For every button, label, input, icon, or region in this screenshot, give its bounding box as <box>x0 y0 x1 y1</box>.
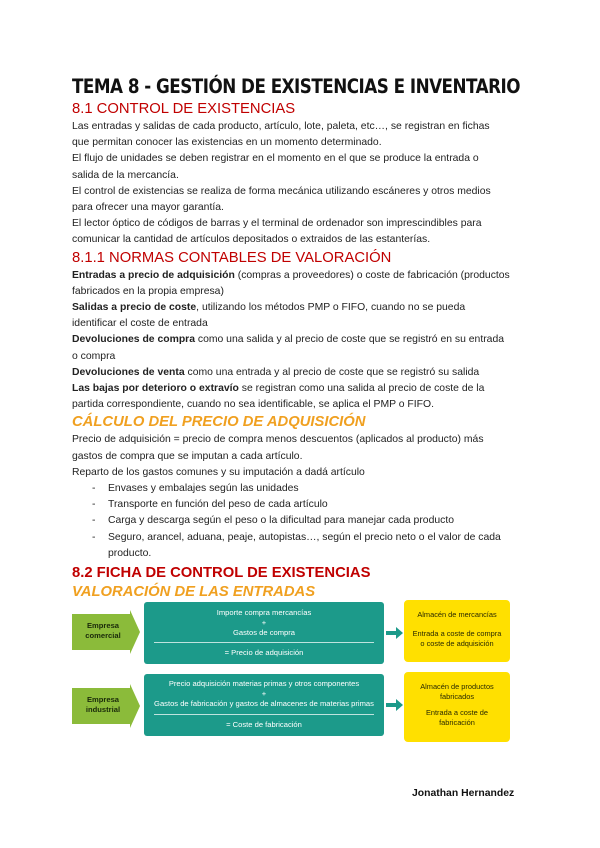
rule-devoluciones-compra <box>72 332 532 348</box>
rule-desc: como una entrada y al precio de coste que se registró su salida <box>184 366 480 378</box>
rule-line: o compra <box>72 350 116 362</box>
yellow-label: Entrada a coste de <box>425 708 489 717</box>
list-item: - Carga y descarga según el peso o la dificultad para manejar cada producto <box>92 513 532 529</box>
almacen-productos-box <box>404 672 510 742</box>
formula-box-comercial <box>144 602 384 664</box>
list-item-text-cont: producto. <box>108 547 152 559</box>
formula-term: Precio adquisición materias primas y otros componentes <box>168 679 360 688</box>
rule-desc: como una salida y al precio de coste que se registró en su entrada <box>195 334 505 346</box>
formula-plus: + <box>261 618 267 627</box>
formula-result: = Coste de fabricación <box>226 720 302 729</box>
rule-devoluciones-venta <box>72 365 532 381</box>
paragraph-line: El lector óptico de códigos de barras y el terminal de ordenador son imprescindibles para <box>72 218 482 230</box>
rule-line: identificar el coste de entrada <box>72 318 208 330</box>
rule-term: Entradas a precio de adquisición <box>72 269 235 281</box>
formula-plus: + <box>261 689 267 698</box>
rule-entradas <box>72 268 532 284</box>
yellow-label: Entrada a coste de compra <box>412 629 502 638</box>
formula-term: Importe compra mercancías <box>216 608 312 617</box>
rule-line: partida correspondiente, cuando no sea identificable, se aplica el PMP o FIFO. <box>72 399 434 411</box>
almacen-mercancias-box <box>404 600 510 662</box>
arrow-label: industrial <box>85 705 121 714</box>
list-item: - Envases y embalajes según las unidades <box>92 481 532 497</box>
rule-term: Salidas a precio de coste <box>72 302 197 314</box>
formula-result: = Precio de adquisición <box>224 648 304 657</box>
rule-term: Devoluciones de compra <box>72 334 195 346</box>
arrow-label: Empresa <box>86 695 120 704</box>
yellow-label: fabricados <box>439 692 475 701</box>
formula-term: Gastos de fabricación y gastos de almacenes de materias primas <box>154 699 374 708</box>
formula-term: Gastos de compra <box>232 628 296 637</box>
paragraph-line: gastos de compra que se imputan a cada artículo. <box>72 450 303 462</box>
section-8-1-1-heading: 8.1.1 NORMAS CONTABLES DE VALORACIÓN <box>72 249 392 266</box>
arrow-label: Empresa <box>86 621 120 630</box>
section-8-1-heading: 8.1 CONTROL DE EXISTENCIAS <box>72 101 296 117</box>
list-item-text: Seguro, arancel, aduana, peaje, autopistas…, según el precio neto o el valor de cada <box>108 531 501 543</box>
valuation-subheading: VALORACIÓN DE LAS ENTRADAS <box>72 584 316 601</box>
arrow-right-icon <box>386 626 404 640</box>
rule-desc: se registran como una salida al precio de coste de la <box>238 383 485 395</box>
paragraph-line: salida de la mercancía. <box>72 169 179 181</box>
arrow-right-icon <box>386 698 404 712</box>
valuation-diagram <box>72 598 512 750</box>
section-8-2-heading: 8.2 FICHA DE CONTROL DE EXISTENCIAS <box>72 565 371 582</box>
paragraph-line: El control de existencias se realiza de forma mecánica utilizando escáneres y otros medios <box>72 185 491 197</box>
expense-list <box>72 481 532 562</box>
yellow-label: Almacén de mercancías <box>417 610 497 619</box>
page-title: TEMA 8 - GESTIÓN DE EXISTENCIAS E INVENTARIO <box>72 75 520 98</box>
paragraph-line: El flujo de unidades se deben registrar en el momento en el que se produce la entrada o <box>72 153 479 165</box>
section-8-1-text <box>72 119 532 249</box>
yellow-label: o coste de adquisición <box>420 639 494 648</box>
calc-text <box>72 432 532 562</box>
rule-line: fabricados en la propia empresa) <box>72 285 224 297</box>
rule-term: Devoluciones de venta <box>72 366 185 378</box>
formula-box-industrial <box>144 674 384 736</box>
arrow-label: comercial <box>85 631 121 640</box>
yellow-label: Almacén de productos <box>420 682 494 691</box>
rule-salidas <box>72 300 532 316</box>
rule-term: Las bajas por deterioro o extravío <box>72 383 239 395</box>
paragraph-line: comunicar la cantidad de artículos depositados o extraidos de las estanterías. <box>72 234 431 246</box>
paragraph-line: Las entradas y salidas de cada producto, artículo, lote, paleta, etc…, se registran en fichas <box>72 121 490 132</box>
document-body <box>72 74 532 602</box>
paragraph-line: Reparto de los gastos comunes y su imputación a dadá artículo <box>72 466 365 478</box>
paragraph-line: para ofrecer una mayor garantía. <box>72 202 224 214</box>
list-item: - Transporte en función del peso de cada artículo <box>92 497 532 513</box>
calc-heading: CÁLCULO DEL PRECIO DE ADQUISICIÓN <box>72 414 366 431</box>
paragraph-line: que permitan conocer las existencias en un momento determinado. <box>72 137 382 149</box>
rule-desc: , utilizando los métodos PMP o FIFO, cuando no se pueda <box>196 302 466 314</box>
section-8-1-1-text <box>72 268 532 414</box>
yellow-label: fabricación <box>439 718 475 727</box>
author-name: Jonathan Hernandez <box>412 788 515 799</box>
list-item <box>92 530 532 562</box>
paragraph-line: Precio de adquisición = precio de compra menos descuentos (aplicados al producto) más <box>72 434 484 446</box>
rule-bajas <box>72 381 532 397</box>
rule-desc: (compras a proveedores) o coste de fabricación (productos <box>234 269 510 281</box>
